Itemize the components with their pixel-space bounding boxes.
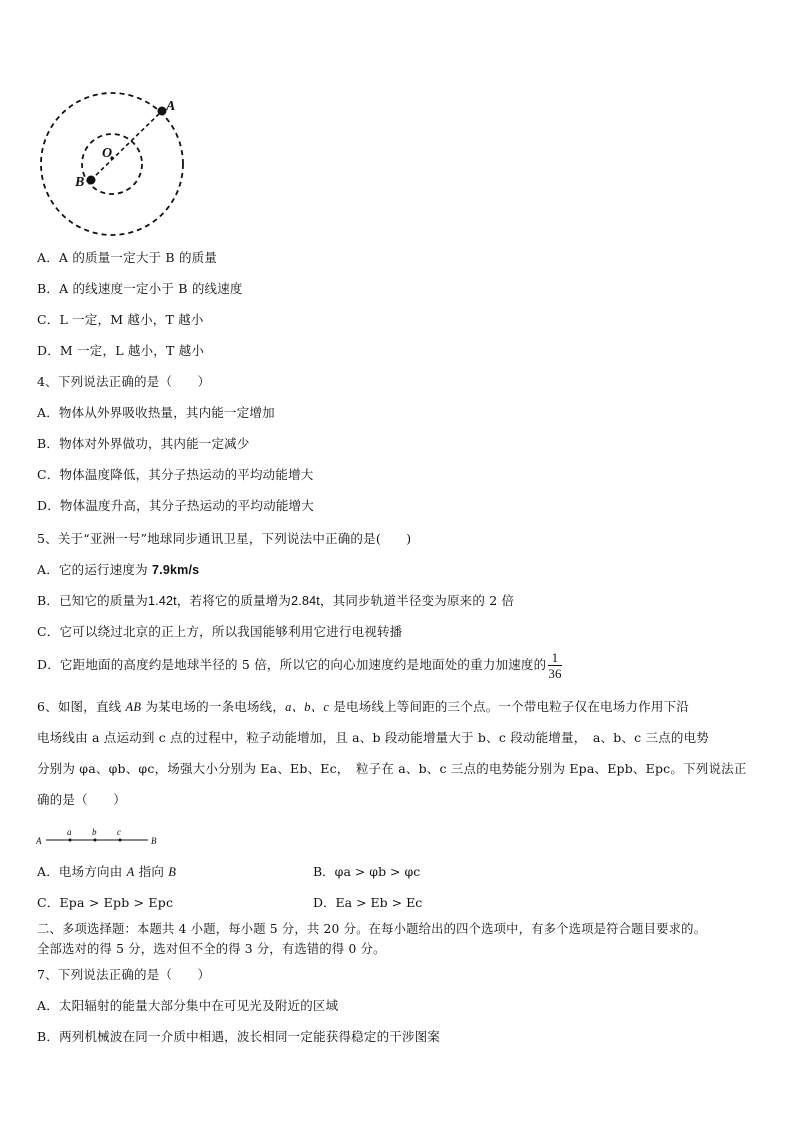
q5-stem: 5、关于“亚洲一号”地球同步通讯卫星，下列说法中正确的是( ) [37,531,412,546]
label-a: A [166,99,176,114]
q6-l1-a: 6、如图，直线 [37,699,126,714]
q6-stem-line-2: 电场线由 a 点运动到 c 点的过程中，粒子动能增加，且 a、b 段动能增量大于 b、c 段动能增量， a、b、c 三点的电势 [37,730,709,745]
q5-option-b-mass2: 2.84t [291,594,320,608]
q5-option-b-part1: B．已知它的质量为 [37,593,148,608]
q5-option-b [37,592,514,610]
fig-label-a: a [67,827,72,837]
q7-option-b: B．两列机械波在同一介质中相遇，波长相同一定能获得稳定的干涉图案 [37,1029,441,1044]
label-b: B [75,175,85,190]
q4-option-a: A．物体从外界吸收热量，其内能一定增加 [37,405,275,420]
q3-option-c: C．L 一定，M 越小，T 越小 [37,312,204,327]
fraction [548,650,561,681]
q6-option-d: D．Ea > Eb > Ec [313,895,423,910]
label-o: O [102,146,113,161]
q3-option-a: A．A 的质量一定大于 B 的质量 [37,250,218,265]
q6-l1-ab: AB [125,700,142,714]
q6-option-b: B．φa > φb > φc [313,864,421,879]
mass-b-dot [87,176,96,185]
q3-option-b: B．A 的线速度一定小于 B 的线速度 [37,281,243,296]
q6-stem-line-3: 分别为 φa、φb、φc，场强大小分别为 Ea、Eb、Ec， 粒子在 a、b、c 三点的电势能分别为 Epa、Epb、Epc。下列说法正 [37,761,747,776]
field-line-diagram [36,826,166,848]
q5-option-c: C．它可以绕过北京的正上方，所以我国能够利用它进行电视转播 [37,624,403,639]
fig-label-b: b [92,827,97,837]
fraction-numerator: 1 [548,650,561,666]
q4-option-c: C．物体温度降低，其分子热运动的平均动能增大 [37,467,314,482]
section2-instructions-line-2: 全部选对的得 5 分，选对但不全的得 3 分，有选错的得 0 分。 [37,942,386,956]
q5-option-b-mass1: 1.42t [148,594,177,608]
q6-l1-b: 为某电场的一条电场线， [141,699,286,714]
point-a-dot [69,839,72,842]
q6-option-a [37,863,176,881]
q4-option-d: D．物体温度升高，其分子热运动的平均动能增大 [37,498,314,513]
q5-option-d [37,650,562,681]
point-b-dot [94,839,97,842]
inner-orbit [82,134,142,194]
q6-opt-a-A: A [126,865,135,879]
q7-option-a: A．太阳辐射的能量大部分集中在可见光及附近的区域 [37,998,339,1013]
q4-option-b: B．物体对外界做功，其内能一定减少 [37,436,250,451]
q6-opt-a-B: B [168,865,177,879]
q5-option-b-part3: ，其同步轨道半径变为原来的 2 倍 [319,593,515,608]
section2-instructions-line-1: 二、多项选择题：本题共 4 小题，每小题 5 分，共 20 分。在每小题给出的四个选项中，有多个选项是符合题目要求的。 [37,922,707,936]
fig-label-c: c [117,827,121,837]
fig-label-B: B [151,836,157,846]
q6-opt-a-2: 指向 [134,864,169,879]
fraction-denominator: 36 [548,666,562,681]
q5-option-d-text: D．它距地面的高度约是地球半径的 5 倍，所以它的向心加速度约是地面处的重力加速度的 [37,657,547,672]
q5-option-a-value: 7.9km/s [152,563,200,577]
q5-option-b-part2: ，若将它的质量增为 [176,593,292,608]
q6-l1-c: 是电场线上等间距的三个点。一个带电粒子仅在电场力作用下沿 [329,699,689,714]
point-c-dot [119,839,122,842]
fig-label-A: A [36,836,42,846]
q6-option-c: C．Epa > Epb > Epc [37,895,174,910]
q6-stem-line-1 [37,698,689,716]
q3-option-d: D．M 一定，L 越小，T 越小 [37,343,205,358]
q4-stem: 4、下列说法正确的是（ ） [37,374,211,389]
q6-l1-abc: a、b、c [285,700,330,714]
q5-option-a-prefix: A．它的运行速度为 [37,562,153,577]
q5-option-a [37,561,199,579]
orbit-diagram [30,92,230,272]
q6-opt-a-1: A．电场方向由 [37,864,127,879]
q6-stem-line-4: 确的是（ ） [37,792,126,807]
q7-stem: 7、下列说法正确的是（ ） [37,967,211,982]
